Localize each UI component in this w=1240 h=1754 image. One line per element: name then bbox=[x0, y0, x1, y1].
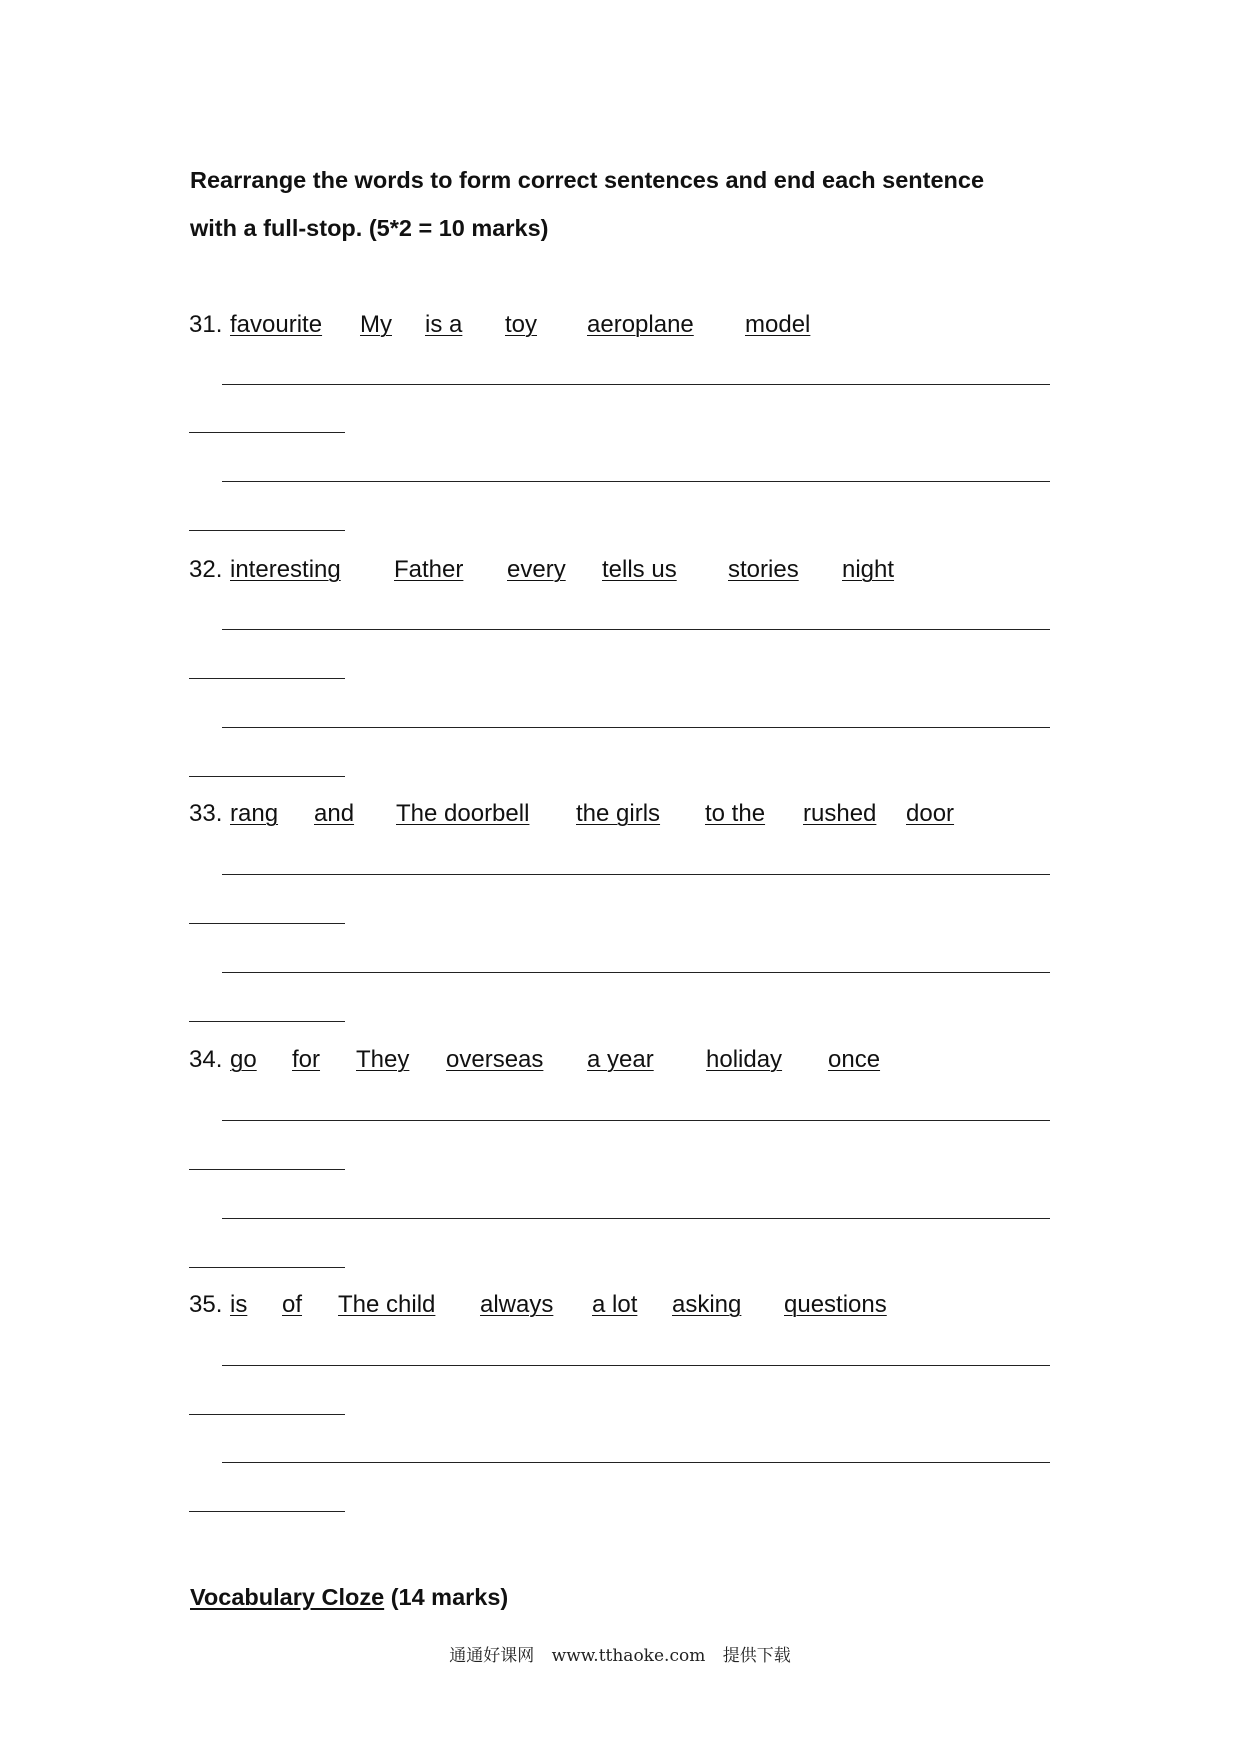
word: the girls bbox=[576, 800, 661, 827]
answer-line bbox=[189, 432, 345, 433]
word: interesting bbox=[230, 556, 341, 583]
word: aeroplane bbox=[587, 311, 694, 338]
question-number: 32. bbox=[189, 556, 223, 583]
answer-line bbox=[222, 629, 1050, 630]
answer-line bbox=[222, 1462, 1050, 1463]
answer-line bbox=[189, 1021, 345, 1022]
word: favourite bbox=[230, 311, 323, 338]
word: a year bbox=[587, 1046, 654, 1073]
answer-line bbox=[189, 530, 345, 531]
question-number: 31. bbox=[189, 311, 223, 338]
answer-line bbox=[222, 1365, 1050, 1366]
question-32 bbox=[189, 553, 895, 587]
word: My bbox=[360, 311, 392, 338]
word: stories bbox=[728, 556, 799, 583]
word: overseas bbox=[446, 1046, 544, 1073]
section-heading bbox=[190, 1584, 508, 1611]
footer-note: 提供下载 bbox=[722, 1646, 791, 1666]
instructions bbox=[190, 156, 1090, 252]
word: once bbox=[828, 1046, 881, 1073]
word: holiday bbox=[706, 1046, 783, 1073]
word: door bbox=[906, 800, 955, 827]
footer-site-name: 通通好课网 bbox=[449, 1646, 535, 1666]
word: night bbox=[842, 556, 895, 583]
answer-line bbox=[189, 1169, 345, 1170]
answer-line bbox=[222, 972, 1050, 973]
section-title: Vocabulary Cloze bbox=[190, 1584, 385, 1610]
question-34 bbox=[189, 1043, 881, 1077]
answer-line bbox=[222, 481, 1050, 482]
word: The child bbox=[338, 1291, 436, 1318]
word: for bbox=[292, 1046, 321, 1073]
answer-line bbox=[189, 678, 345, 679]
word: of bbox=[282, 1291, 303, 1318]
word: a lot bbox=[592, 1291, 638, 1318]
word: and bbox=[314, 800, 355, 827]
question-33 bbox=[189, 797, 955, 831]
question-number: 35. bbox=[189, 1291, 223, 1318]
word: The doorbell bbox=[396, 800, 530, 827]
word: Father bbox=[394, 556, 464, 583]
word: every bbox=[507, 556, 566, 583]
answer-line bbox=[189, 1414, 345, 1415]
answer-line bbox=[189, 1267, 345, 1268]
word: go bbox=[230, 1046, 257, 1073]
word: model bbox=[745, 311, 811, 338]
answer-line bbox=[222, 874, 1050, 875]
word: is bbox=[230, 1291, 248, 1318]
instructions-line-2: with a full-stop. (5*2 = 10 marks) bbox=[190, 215, 549, 241]
answer-line bbox=[222, 1120, 1050, 1121]
instructions-line-1: Rearrange the words to form correct sentences and end each sentence bbox=[190, 167, 985, 193]
word: to the bbox=[705, 800, 766, 827]
footer-url: www.tthaoke.com bbox=[551, 1646, 706, 1666]
word: is a bbox=[425, 311, 463, 338]
answer-line bbox=[189, 1511, 345, 1512]
word: rushed bbox=[803, 800, 877, 827]
word: toy bbox=[505, 311, 538, 338]
word: rang bbox=[230, 800, 279, 827]
question-number: 34. bbox=[189, 1046, 223, 1073]
section-marks: (14 marks) bbox=[390, 1584, 509, 1610]
answer-line bbox=[222, 727, 1050, 728]
answer-line bbox=[222, 1218, 1050, 1219]
answer-line bbox=[189, 776, 345, 777]
word: They bbox=[356, 1046, 410, 1073]
question-31 bbox=[189, 308, 811, 342]
question-number: 33. bbox=[189, 800, 223, 827]
answer-line bbox=[222, 384, 1050, 385]
word: always bbox=[480, 1291, 554, 1318]
page-footer bbox=[0, 1641, 1240, 1666]
word: questions bbox=[784, 1291, 887, 1318]
word: asking bbox=[672, 1291, 742, 1318]
answer-line bbox=[189, 923, 345, 924]
question-35 bbox=[189, 1288, 887, 1322]
word: tells us bbox=[602, 556, 677, 583]
